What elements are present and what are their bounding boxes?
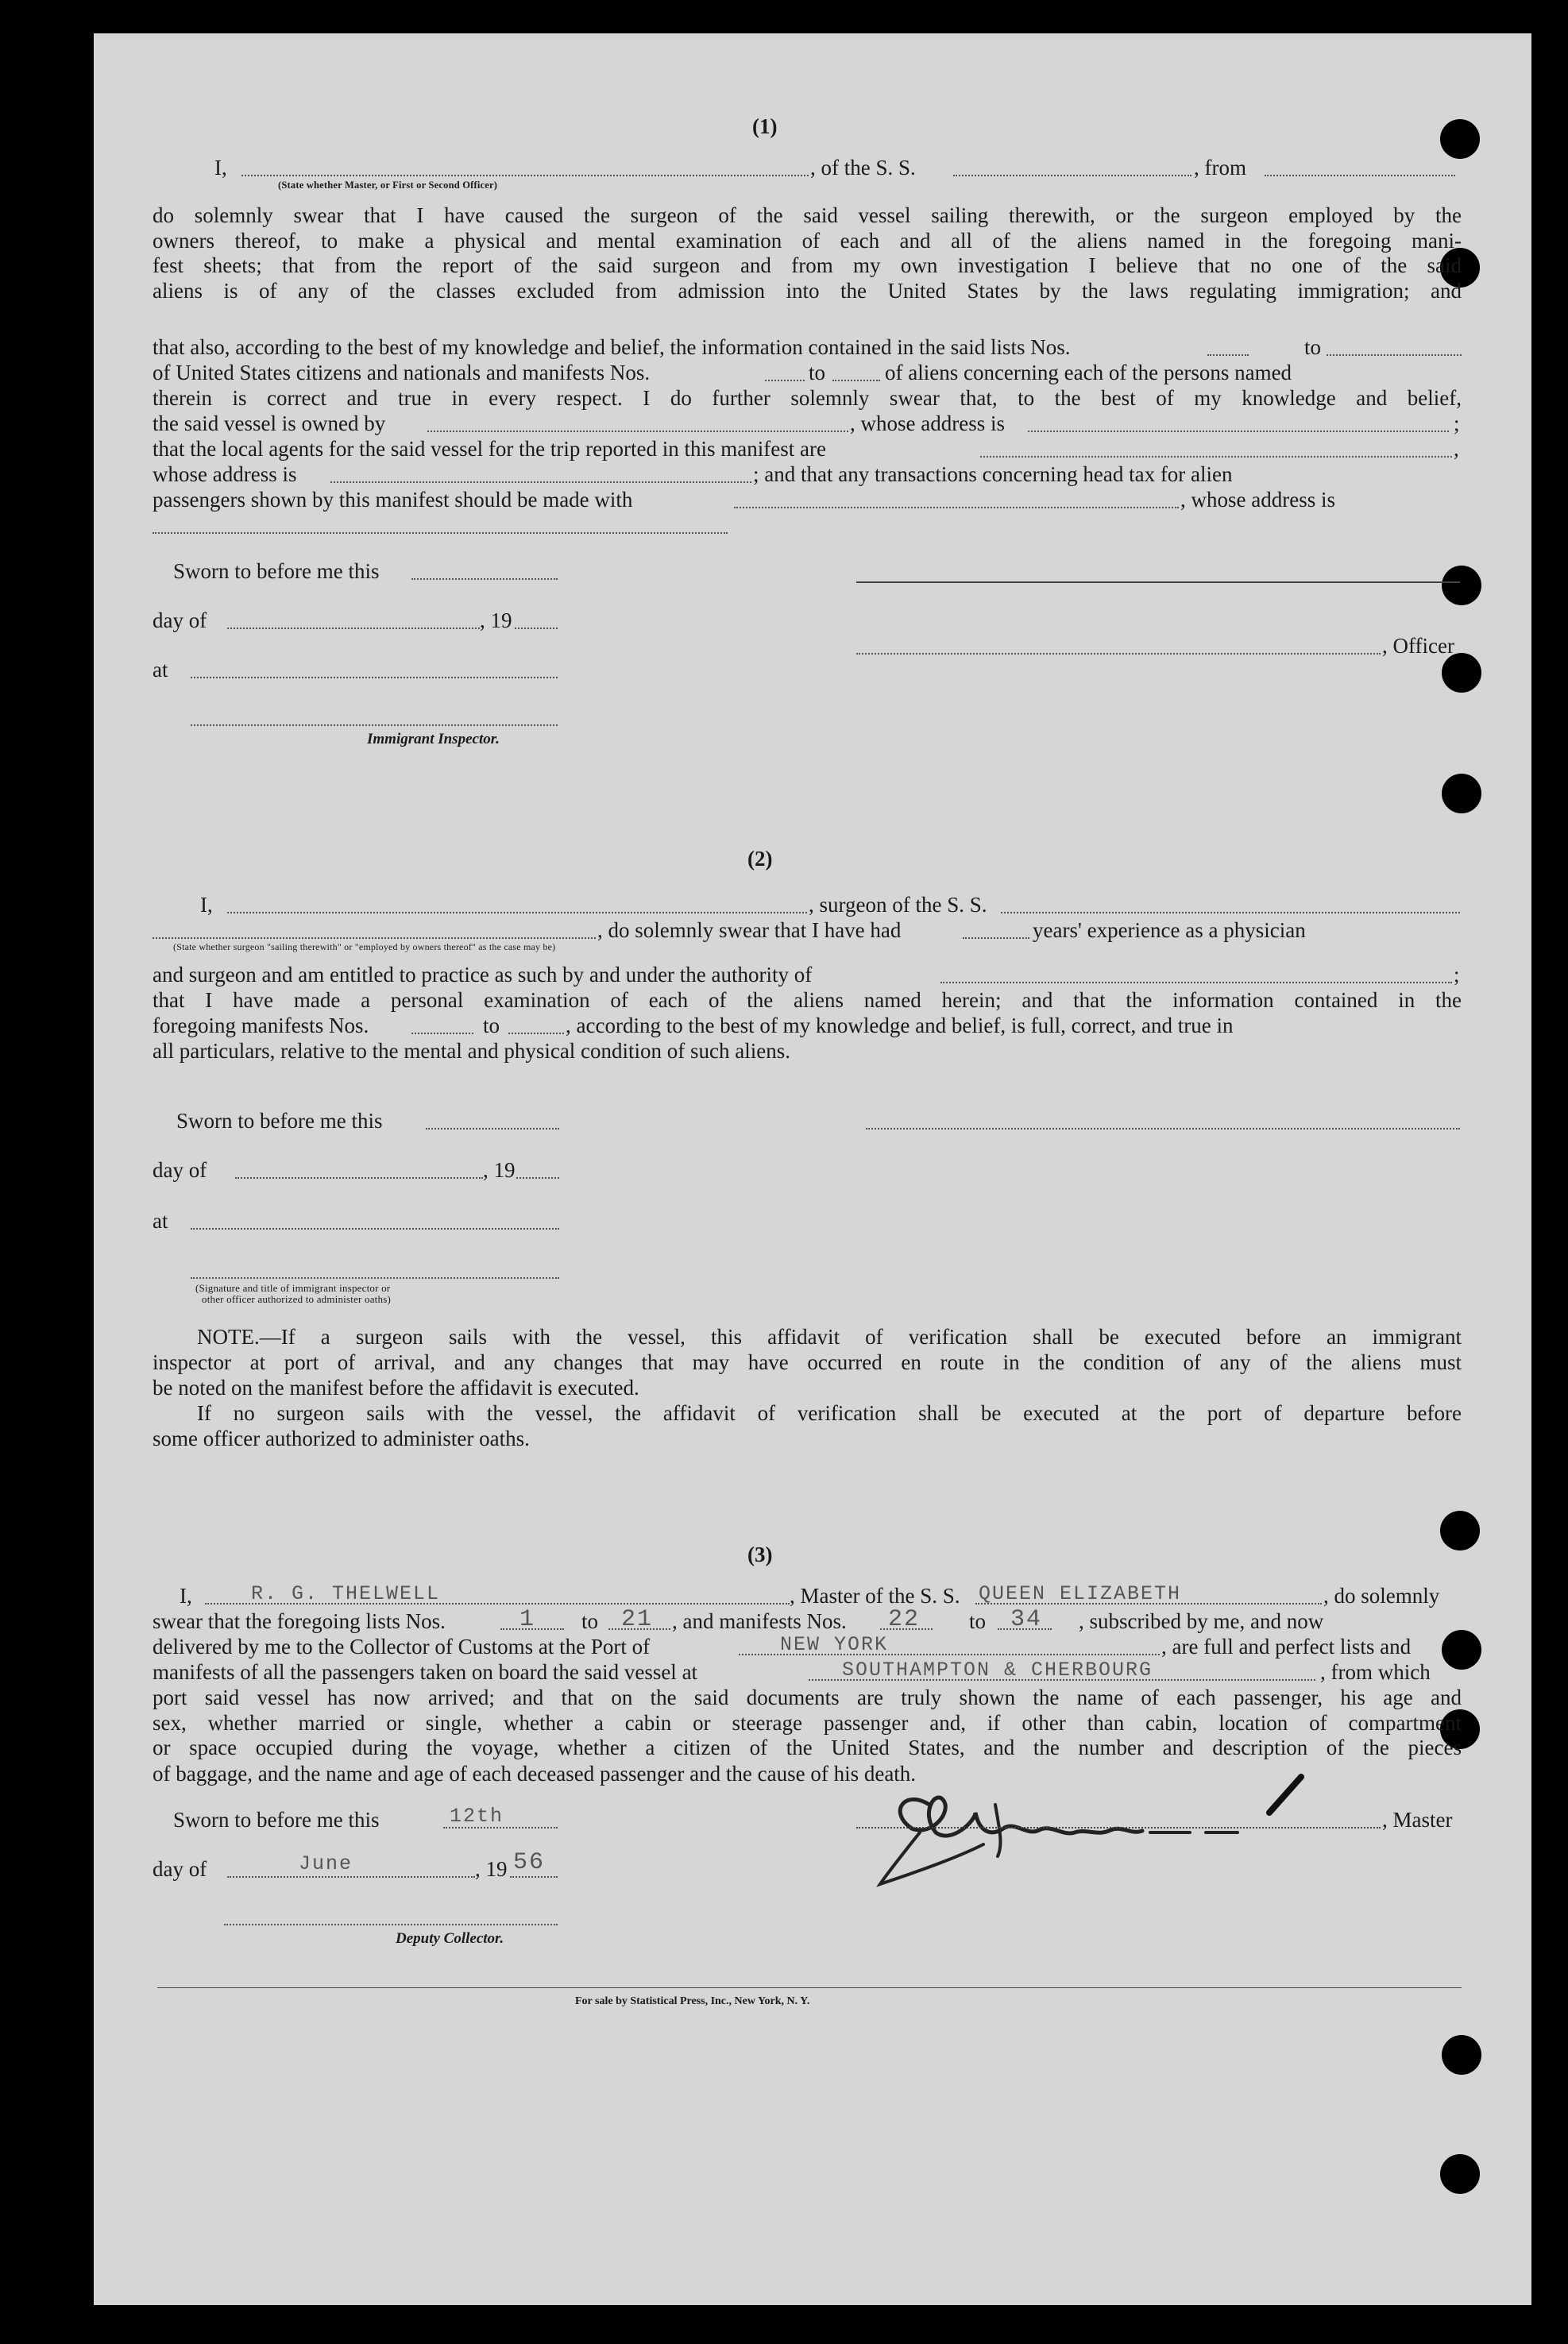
s3-line4a: manifests of all the passengers taken on board the said vessel at	[153, 1660, 698, 1684]
s3-departure: SOUTHAMPTON & CHERBOURG	[842, 1659, 1153, 1682]
s2-line5a: foregoing manifests Nos.	[153, 1014, 369, 1037]
s1-line9b: ,	[1454, 437, 1459, 461]
s1-line6c: of aliens concerning each of the persons named	[885, 361, 1292, 384]
s1-from-blank	[1265, 175, 1455, 176]
s2-sig-note-2: other officer authorized to administer oaths)	[202, 1293, 391, 1305]
s2-line5c: , according to the best of my knowledge and belief, is full, correct, and true in	[566, 1014, 1234, 1037]
section-1-heading: (1)	[752, 114, 778, 138]
s2-i: I,	[200, 893, 213, 917]
s3-do-solemnly: , do solemnly	[1323, 1584, 1440, 1608]
s3-sworn: Sworn to before me this	[173, 1808, 380, 1832]
s1-ship-blank	[953, 175, 1191, 176]
s2-line3a: and surgeon and am entitled to practice as such by and under the authority of	[153, 963, 813, 987]
s2-surgeon-of: , surgeon of the S. S.	[809, 893, 987, 917]
s3-port: NEW YORK	[780, 1633, 889, 1656]
s1-line: do solemnly swear that I have caused the surgeon of the said vessel sailing therewith, or the surgeon employed by the	[153, 203, 1462, 227]
s3-sworn-day: 12th	[450, 1805, 504, 1828]
s1-year-blank	[515, 628, 558, 629]
s2-line6: all particulars, relative to the mental and physical condition of such aliens.	[153, 1039, 790, 1063]
s1-sworn-blank	[411, 578, 558, 580]
s1-lists-from-blank	[1207, 354, 1249, 356]
s2-sig-note-1: (Signature and title of immigrant inspector or	[195, 1282, 391, 1294]
s2-signature-blank	[866, 1128, 1460, 1130]
s1-day-of: day of	[153, 608, 207, 632]
s1-i: I,	[214, 156, 227, 180]
s2-line5b: to	[483, 1014, 500, 1037]
punch-hole	[1440, 1511, 1480, 1550]
s3-last-line: of baggage, and the name and age of each deceased passenger and the cause of his death.	[153, 1762, 917, 1786]
s1-line11a: passengers shown by this manifest should be made with	[153, 488, 633, 512]
s3-year-blank	[510, 1876, 558, 1878]
s3-line4b: , from which	[1320, 1660, 1431, 1684]
s1-signature-line	[856, 581, 1460, 583]
s1-inspector-blank	[191, 724, 558, 726]
s2-note-paragraph	[153, 1325, 1462, 1375]
s3-deputy-collector: Deputy Collector.	[396, 1930, 504, 1947]
s2-day-blank	[235, 1177, 483, 1179]
s1-paragraph	[153, 203, 1462, 303]
s2-sailing-blank	[153, 937, 596, 939]
s2-at: at	[153, 1209, 168, 1233]
s1-owner-blank	[427, 431, 848, 432]
s1-immigrant-inspector: Immigrant Inspector.	[367, 731, 500, 747]
s3-man-from: 22	[888, 1606, 921, 1633]
s1-line: fest sheets; that from the report of the said surgeon and from my own investigation I believe that no one of the said	[153, 253, 1462, 277]
s3-line2e: , subscribed by me, and now	[1079, 1609, 1324, 1633]
s1-officer-blank	[241, 175, 809, 176]
s2-line3b: ;	[1454, 963, 1460, 987]
s2-line2b: years' experience as a physician	[1033, 918, 1306, 942]
s2-at-blank	[191, 1228, 559, 1230]
section-2-heading: (2)	[747, 847, 773, 871]
s1-sworn: Sworn to before me this	[173, 559, 380, 583]
s1-line8a: the said vessel is owned by	[153, 411, 386, 435]
s3-line: or space occupied during the voyage, whether a citizen of the United States, and the number and description of the pieces	[153, 1736, 1462, 1759]
s2-note-line: NOTE.—If a surgeon sails with the vessel, this affidavit of verification shall be executed before an immigrant	[197, 1325, 1462, 1349]
s2-surgeon-blank	[227, 912, 807, 913]
s1-head-tax-blank	[734, 507, 1179, 508]
s3-man-to: 34	[1010, 1606, 1043, 1633]
s1-officer-signature-blank	[856, 653, 1381, 655]
s1-owner-address-blank	[1028, 431, 1449, 432]
s3-collector-blank	[224, 1924, 558, 1925]
s1-line10a: whose address is	[153, 462, 297, 486]
s1-state-note: (State whether Master, or First or Second Officer)	[278, 180, 498, 191]
s2-man-from-blank	[411, 1033, 473, 1034]
s1-line5a: that also, according to the best of my knowledge and belief, the information contained in the said lists Nos.	[153, 335, 1071, 359]
s1-line11b: , whose address is	[1180, 488, 1335, 512]
s1-agents-blank	[980, 456, 1452, 458]
s1-line: owners thereof, to make a physical and mental examination of each and all of the aliens named in the foregoing mani-	[153, 228, 1462, 253]
punch-hole	[1442, 653, 1481, 693]
s1-man-to-blank	[832, 380, 880, 381]
s1-line10b: ; and that any transactions concerning head tax for alien	[753, 462, 1233, 486]
s2-line4: that I have made a personal examination of each of the aliens named herein; and that the information contained in the	[153, 988, 1462, 1012]
s2-day-of: day of	[153, 1158, 207, 1182]
s1-head-tax-address-blank	[153, 532, 728, 534]
s3-month: June	[299, 1852, 353, 1875]
footer-printer: For sale by Statistical Press, Inc., New York, N. Y.	[575, 1995, 810, 2007]
s2-note-line3: be noted on the manifest before the affidavit is executed.	[153, 1376, 639, 1400]
s1-from: , from	[1194, 156, 1246, 180]
footer-rule	[157, 1987, 1462, 1988]
s1-day-blank	[227, 628, 480, 629]
s2-years-blank	[963, 937, 1029, 939]
section-3-heading: (3)	[747, 1543, 773, 1566]
s3-year: 56	[513, 1849, 546, 1876]
s3-line2b: to	[581, 1609, 599, 1633]
s1-line: aliens is of any of the classes excluded from admission into the United States by the laws regulating immigration; and	[153, 278, 1462, 303]
s3-line3b: , are full and perfect lists and	[1161, 1635, 1412, 1659]
s3-master-name: R. G. THELWELL	[251, 1582, 441, 1605]
punch-hole	[1440, 2154, 1480, 2194]
s3-line2c: , and manifests Nos.	[672, 1609, 847, 1633]
s2-man-to-blank	[508, 1033, 564, 1034]
s2-comma-19: , 19	[483, 1158, 516, 1182]
punch-hole	[1442, 2035, 1481, 2075]
s2-inspector-blank	[191, 1277, 559, 1279]
s2-state-note: (State whether surgeon "sailing therewith" or "employed by owners thereof" as the case may be)	[173, 941, 556, 952]
s3-line: port said vessel has now arrived; and that on the said documents are truly shown the name of each passenger, his age and	[153, 1686, 1462, 1709]
s3-list-from: 1	[519, 1606, 536, 1633]
s2-year-blank	[516, 1177, 559, 1179]
s1-line6a: of United States citizens and nationals and manifests Nos.	[153, 361, 651, 384]
s1-comma-19: , 19	[480, 608, 512, 632]
s1-line8c: ;	[1454, 411, 1460, 435]
master-signature	[856, 1757, 1428, 1892]
s1-man-from-blank	[765, 380, 805, 381]
punch-hole	[1442, 774, 1481, 813]
s3-comma-19: , 19	[475, 1857, 508, 1881]
s2-authority-blank	[940, 982, 1452, 983]
s3-master-signature-line	[856, 1827, 1381, 1828]
form-sheet	[94, 33, 1531, 2305]
s2-line2a: , do solemnly swear that I have had	[597, 918, 902, 942]
s3-i: I,	[180, 1584, 192, 1608]
s2-sworn-blank	[426, 1128, 559, 1130]
s2-note-line: inspector at port of arrival, and any changes that may have occurred en route in the condition of any of the aliens must	[153, 1350, 1462, 1374]
s2-note-line4: If no surgeon sails with the vessel, the affidavit of verification shall be executed at the port of departure before	[197, 1401, 1462, 1425]
punch-hole	[1442, 566, 1481, 605]
s3-month-blank	[227, 1876, 475, 1878]
s2-sworn: Sworn to before me this	[176, 1109, 383, 1133]
s3-master: , Master	[1382, 1808, 1453, 1832]
s1-line5b: to	[1304, 335, 1322, 359]
s2-note-line5: some officer authorized to administer oaths.	[153, 1427, 530, 1450]
s3-line2a: swear that the foregoing lists Nos.	[153, 1609, 446, 1633]
s1-line9a: that the local agents for the said vessel for the trip reported in this manifest are	[153, 437, 826, 461]
s1-line8b: , whose address is	[850, 411, 1005, 435]
punch-hole	[1442, 1630, 1481, 1670]
s1-at-blank	[191, 677, 558, 678]
s3-line: sex, whether married or single, whether a cabin or steerage passenger and, if other than cabin, location of compartment	[153, 1710, 1462, 1735]
s3-day-of: day of	[153, 1857, 207, 1881]
s1-lists-to-blank	[1327, 354, 1462, 356]
s3-list-to: 21	[621, 1606, 654, 1633]
punch-hole	[1440, 119, 1480, 159]
s1-line6b: to	[809, 361, 826, 384]
s1-officer: , Officer	[1382, 634, 1454, 658]
s3-master-of: , Master of the S. S.	[790, 1584, 960, 1608]
s1-line7: therein is correct and true in every respect. I do further solemnly swear that, to the best of my knowledge and belief,	[153, 386, 1462, 410]
s1-at: at	[153, 658, 168, 682]
s3-line2d: to	[969, 1609, 987, 1633]
s3-paragraph	[153, 1686, 1462, 1761]
s3-ship-name: QUEEN ELIZABETH	[979, 1582, 1182, 1605]
s1-agents-address-blank	[330, 481, 751, 483]
s1-of-ss: , of the S. S.	[810, 156, 916, 180]
s2-ship-blank	[1001, 912, 1460, 913]
s3-line3a: delivered by me to the Collector of Customs at the Port of	[153, 1635, 651, 1659]
